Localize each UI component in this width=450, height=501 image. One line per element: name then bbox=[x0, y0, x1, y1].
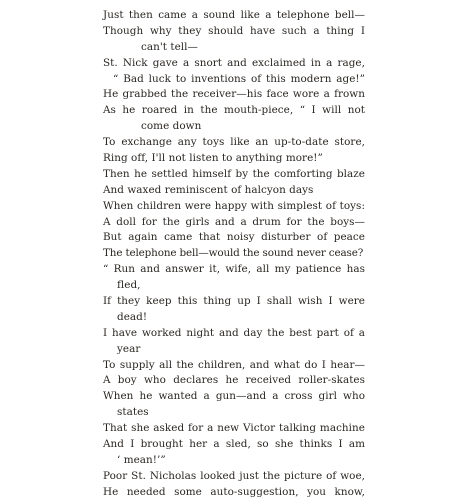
poem-line: A doll for the girls and a drum for the boys— bbox=[103, 215, 365, 228]
poem-line: Ring off, I'll not listen to anything more!” bbox=[103, 152, 323, 165]
poem-line-continuation: come down bbox=[141, 120, 202, 133]
poem-line: Poor St. Nicholas looked just the picture of woe, bbox=[103, 469, 365, 482]
poem-line-continuation: can't tell— bbox=[141, 40, 198, 53]
poem-line: I have worked night and day the best part of a bbox=[103, 326, 365, 339]
poem-line: As he roared in the mouth-piece, “ I will not bbox=[103, 104, 365, 117]
poem-line: When he wanted a gun—and a cross girl who bbox=[103, 390, 365, 403]
poem-line: He needed some auto-suggestion, you know, bbox=[103, 485, 365, 498]
poem-line: And waxed reminiscent of halcyon days bbox=[103, 183, 314, 196]
poem-line: Then he settled himself by the comforting blaze bbox=[103, 167, 365, 180]
poem-line-continuation: ‘ mean!’” bbox=[117, 453, 166, 466]
poem-line: He grabbed the receiver—his face wore a frown bbox=[103, 88, 365, 101]
poem-line: Just then came a sound like a telephone bell— bbox=[103, 9, 365, 21]
poem-line: A boy who declares he received roller-skates bbox=[103, 374, 365, 387]
poem-line: The telephone bell—would the sound never cease? bbox=[103, 247, 364, 260]
poem-line: If they keep this thing up I shall wish I were bbox=[103, 295, 365, 308]
poem-line: To supply all the children, and what do I hear— bbox=[103, 358, 365, 371]
poem-line: That she asked for a new Victor talking machine bbox=[103, 422, 365, 435]
poem-line: St. Nick gave a snort and exclaimed in a rage, bbox=[103, 56, 365, 69]
poem-line-continuation: fled, bbox=[117, 279, 141, 292]
poem-line: “ Bad luck to inventions of this modern age!” bbox=[113, 72, 365, 85]
poem-line: But again came that noisy disturber of peace bbox=[103, 231, 365, 244]
poem-line: When children were happy with simplest of toys: bbox=[103, 199, 365, 212]
poem-line-continuation: states bbox=[117, 406, 149, 419]
poem-line: And I brought her a sled, so she thinks I am bbox=[103, 438, 365, 451]
poem-line: Though why they should have such a thing I bbox=[103, 24, 365, 37]
poem-line: “ Run and answer it, wife, all my patience has bbox=[103, 263, 365, 276]
poem-line-continuation: dead! bbox=[117, 310, 148, 323]
poem-line-continuation: year bbox=[117, 342, 141, 355]
poem-text bbox=[103, 8, 365, 501]
poem-line: To exchange any toys like an up-to-date store, bbox=[103, 136, 365, 149]
